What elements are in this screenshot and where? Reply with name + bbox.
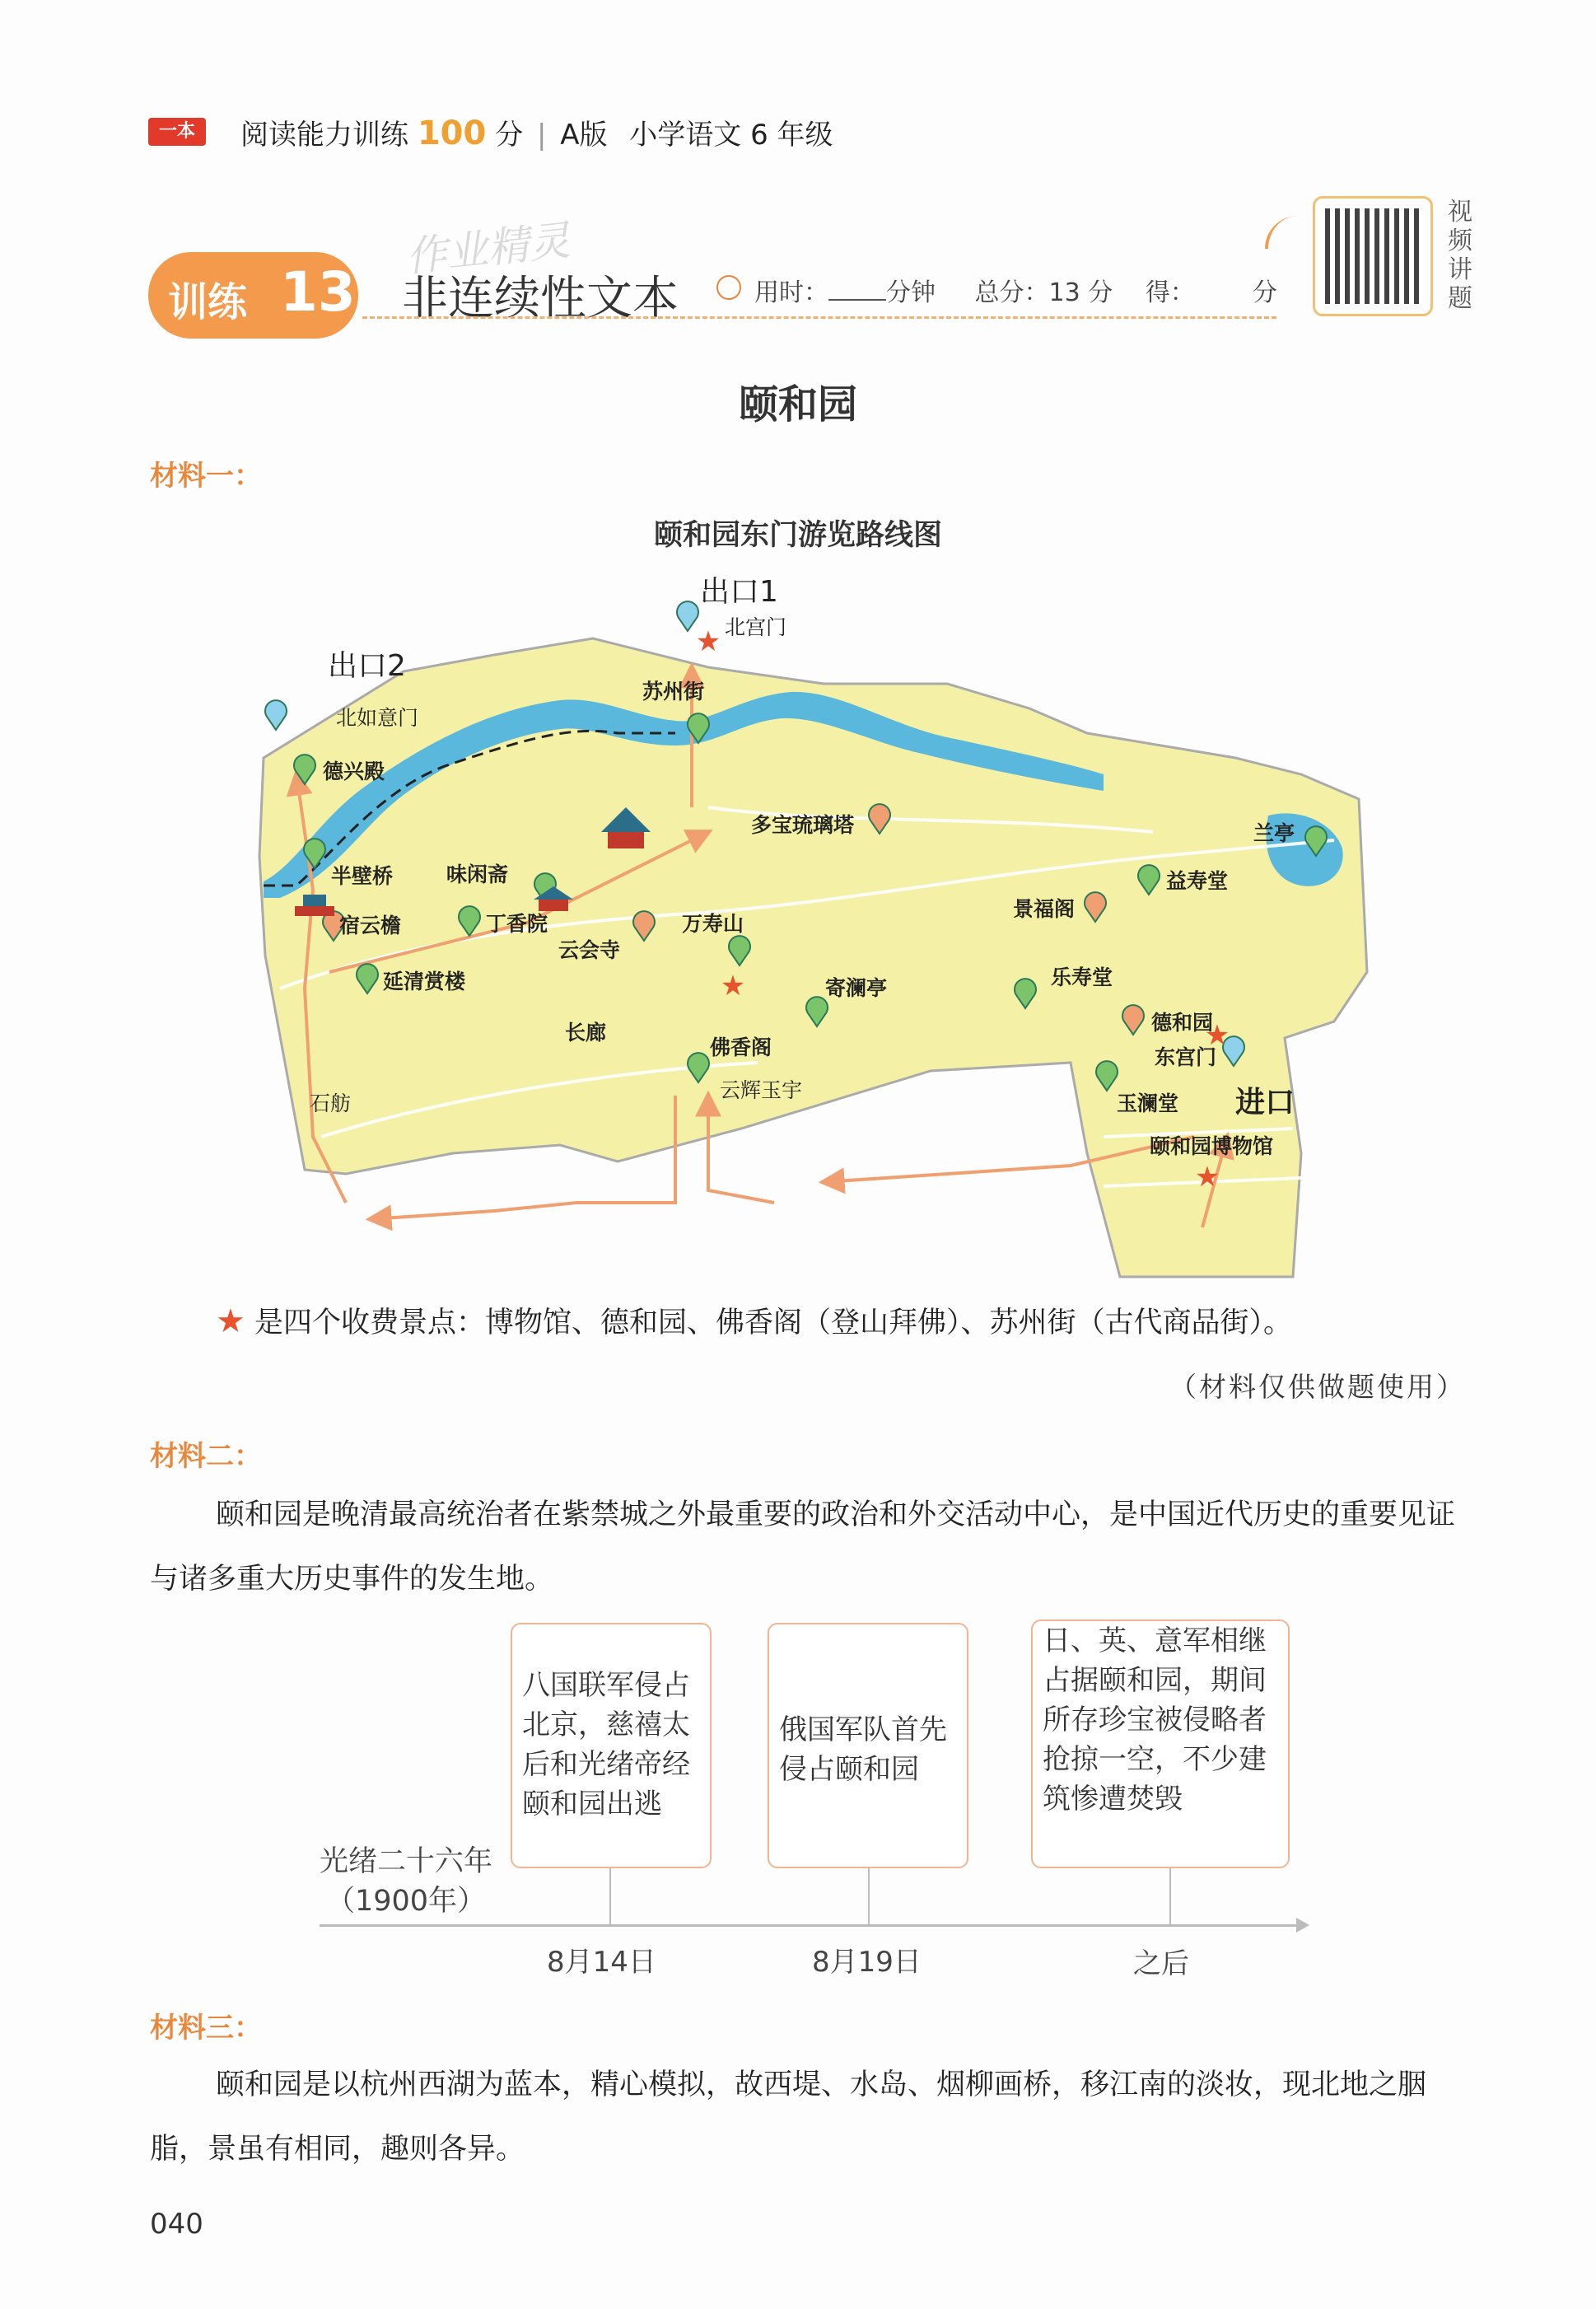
event-date-3: 之后 (1133, 1947, 1189, 1980)
year-label (320, 1842, 492, 1921)
event-date-1: 8月14日 (547, 1946, 656, 1979)
gained-unit: 分 (1252, 278, 1277, 307)
material3-label: 材料三： (150, 2012, 262, 2045)
map-label-dingxiangyuan: 丁香院 (486, 912, 548, 936)
park-map (247, 560, 1400, 1285)
star-icon-1: ★ (695, 625, 721, 658)
map-label-beigongmen: 北宫门 (725, 615, 787, 639)
page-number: 040 (150, 2208, 203, 2241)
score-bar (754, 272, 1277, 308)
banner-dashed-line (362, 316, 1276, 319)
legend (216, 1300, 1292, 1341)
year-line1: 光绪二十六年 (320, 1845, 493, 1878)
total-score: 总分：13 分 (974, 278, 1113, 307)
map-label-weixianzhai: 味闲斋 (446, 862, 509, 886)
event-text-3: 日、英、意军相继占据颐和园，期间所存珍宝被侵略者抢掠一空，不少建筑惨遭焚毁 (1043, 1624, 1267, 1816)
event-box-1 (511, 1623, 712, 1868)
qr-code-pattern (1325, 208, 1421, 304)
map-label-deheyuan: 德和园 (1151, 1011, 1214, 1035)
map-label-jilanting: 寄澜亭 (825, 976, 888, 1000)
event-box-2 (768, 1623, 968, 1868)
clock-icon (716, 275, 741, 300)
watermark-top: 作业精灵 (403, 216, 572, 282)
brand-logo (148, 118, 206, 146)
event-tick-2 (868, 1868, 870, 1924)
map-label-shifang: 石舫 (310, 1091, 352, 1115)
map-label-changlang: 长廊 (565, 1021, 607, 1045)
map-label-duobao: 多宝琉璃塔 (751, 813, 855, 837)
map-label-wanshoushan: 万寿山 (682, 912, 744, 936)
header-separator: | (536, 119, 547, 152)
map-label-exit2: 出口2 (328, 649, 406, 683)
star-icon: ★ (216, 1302, 245, 1340)
map-label-leshoutang: 乐寿堂 (1051, 965, 1113, 989)
map-label-museum: 颐和园博物馆 (1150, 1134, 1274, 1158)
map-label-yunhuisi: 云会寺 (558, 938, 621, 962)
event-date-2: 8月19日 (812, 1946, 922, 1979)
map-label-dexingdian: 德兴殿 (323, 760, 385, 783)
timeline-axis (320, 1924, 1301, 1927)
material1-label: 材料一： (150, 460, 262, 493)
legend-text: 是四个收费景点：博物馆、德和园、佛香阁（登山拜佛）、苏州街（古代商品街）。 (254, 1306, 1293, 1339)
event-tick-3 (1169, 1868, 1171, 1924)
beiruyimen-pin-icon (265, 700, 287, 730)
map-label-entrance: 进口 (1235, 1086, 1295, 1119)
timeline-arrow-icon (1296, 1918, 1309, 1933)
video-label: 视频讲题 (1448, 198, 1472, 313)
map-label-suzhoujie: 苏州街 (642, 680, 705, 703)
time-blank[interactable] (828, 299, 886, 301)
brand-logo-text: 一本 (158, 121, 195, 142)
article-title: 颐和园 (738, 381, 857, 428)
map-label-beiruyimen: 北如意门 (336, 706, 419, 730)
gained-label: 得： (1145, 278, 1195, 307)
qr-code[interactable] (1313, 196, 1433, 316)
score-number: 100 (417, 115, 487, 152)
map-label-donggongmen: 东宫门 (1155, 1045, 1217, 1069)
map-label-yunhui: 云辉玉宇 (720, 1078, 803, 1102)
time-unit: 分钟 (886, 278, 936, 307)
map-label-yishoutang: 益寿堂 (1166, 869, 1229, 893)
time-label: 用时： (754, 278, 828, 307)
map-label-foxiangge: 佛香阁 (710, 1035, 772, 1059)
year-line2: （1900年） (325, 1885, 487, 1918)
map-title: 颐和园东门游览路线图 (653, 519, 942, 552)
star-icon-2: ★ (720, 970, 746, 1003)
series-header (240, 112, 833, 152)
map-label-lanting: 兰亭 (1253, 821, 1295, 845)
map-label-exit1: 出口1 (700, 575, 778, 609)
event-text-1: 八国联军侵占北京，慈禧太后和光绪帝经颐和园出逃 (522, 1669, 690, 1821)
sprout-icon (1265, 216, 1301, 249)
material-note: （材料仅供做题使用） (1169, 1371, 1466, 1403)
lesson-badge (148, 252, 358, 339)
event-text-2: 俄国军队首先侵占颐和园 (779, 1713, 947, 1786)
material3-text: 颐和园是以杭州西湖为蓝本，精心模拟，故西堤、水岛、烟柳画桥，移江南的淡妆，现北地之胭脂，景虽有相同，趣则各异。 (150, 2068, 1427, 2166)
badge-number: 13 (280, 260, 356, 324)
event-tick-1 (609, 1868, 611, 1924)
map-label-yulantang: 玉澜堂 (1117, 1091, 1179, 1115)
map-label-suyunyan: 宿云檐 (339, 914, 402, 937)
score-unit: 分 (495, 119, 524, 152)
badge-label: 训练 (168, 279, 248, 325)
lesson-type: 非连续性文本 (402, 272, 679, 325)
map-label-yanqing: 延清赏楼 (383, 970, 466, 993)
star-icon-4: ★ (1194, 1161, 1220, 1194)
event-box-3 (1031, 1620, 1290, 1868)
edition-label: A版 (560, 119, 608, 152)
grade-label: 小学语文 6 年级 (629, 119, 833, 152)
map-label-banbiqiao: 半壁桥 (331, 864, 394, 888)
map-label-jingfuge: 景福阁 (1013, 897, 1076, 921)
star-icon-3: ★ (1204, 1019, 1230, 1052)
series-title: 阅读能力训练 (240, 119, 408, 152)
material2-text: 颐和园是晚清最高统治者在紫禁城之外最重要的政治和外交活动中心，是中国近代历史的重要见证与诸多重大历史事件的发生地。 (150, 1498, 1456, 1596)
material2-label: 材料二： (150, 1440, 262, 1473)
